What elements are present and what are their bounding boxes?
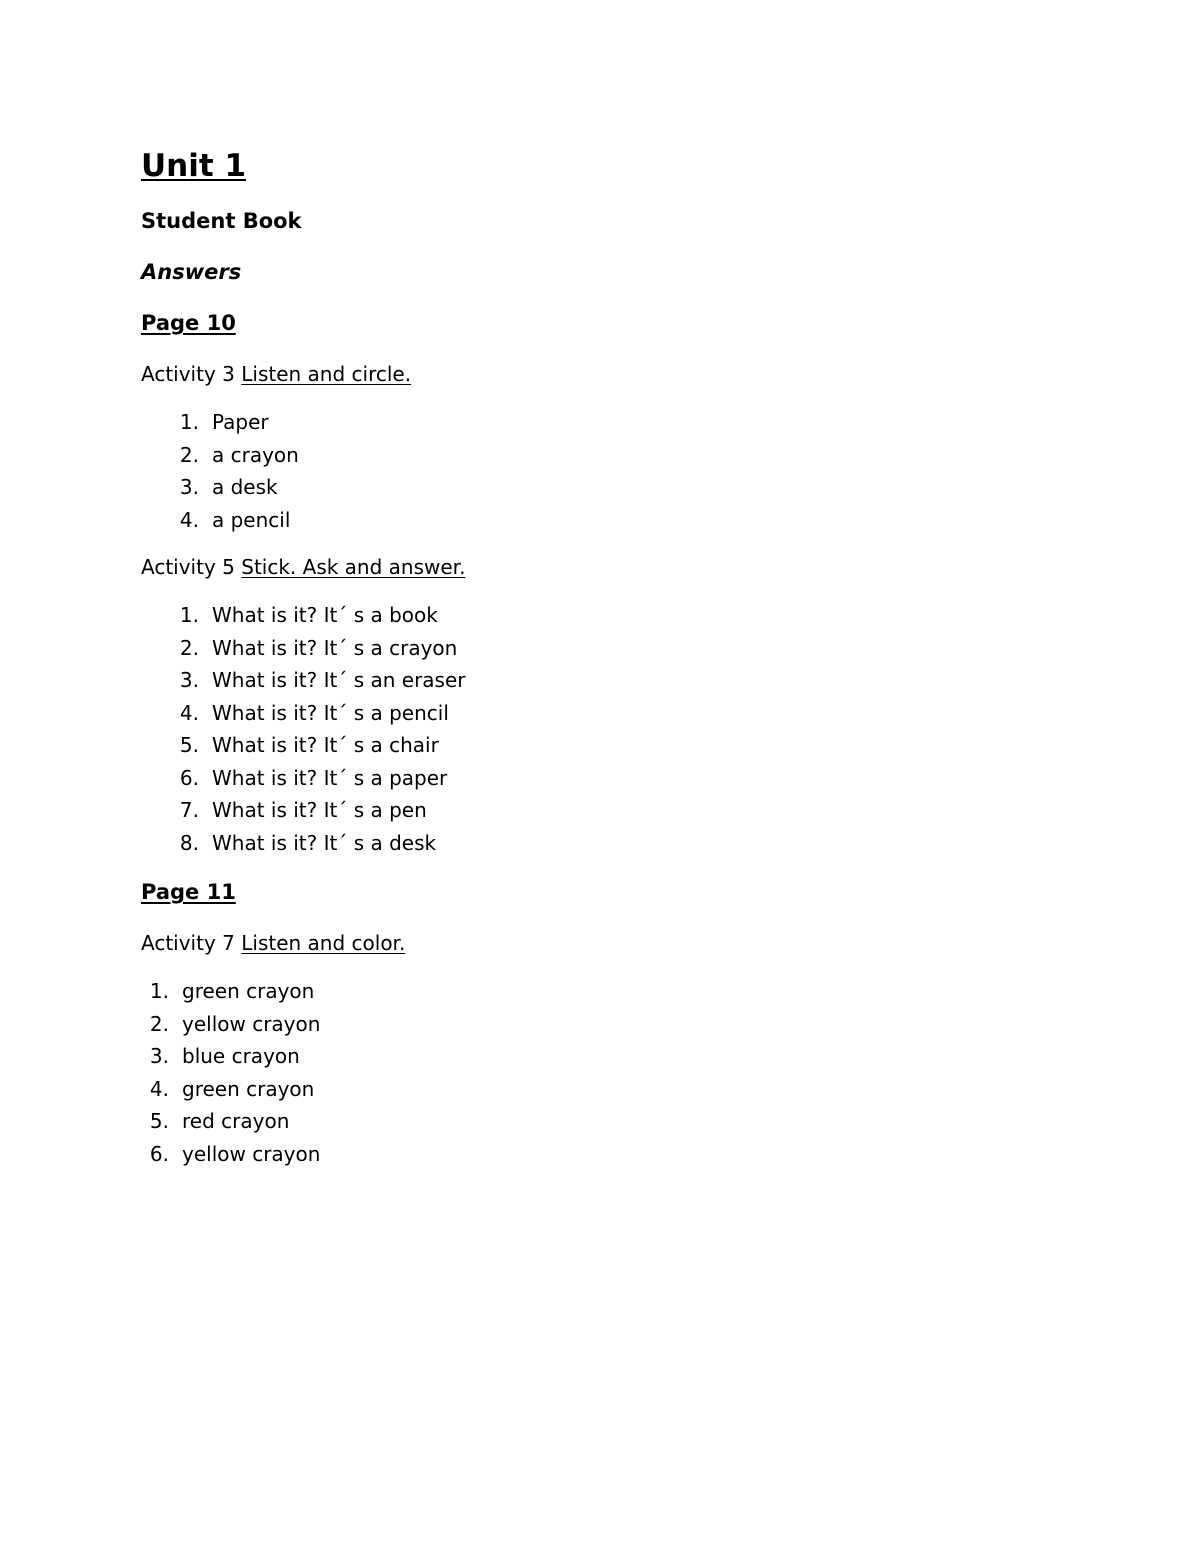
item-text: What is it? It´ s a pen [212, 798, 427, 822]
item-text: What is it? It´ s a desk [212, 830, 437, 855]
item-text: a pencil [212, 507, 291, 532]
item-number: 6. [179, 765, 199, 790]
item-number: 3. [179, 475, 199, 499]
activity-7-instruction: Listen and color. [241, 931, 406, 955]
activity-3-heading [141, 360, 411, 388]
page-10-heading: Page 10 [141, 311, 236, 335]
item-number: 6. [149, 1141, 169, 1166]
item-text: What is it? It´ s a book [212, 603, 438, 627]
item-text: Paper [212, 410, 269, 434]
item-number: 8. [179, 830, 199, 855]
item-number: 3. [179, 668, 199, 692]
item-number: 1. [179, 410, 199, 434]
item-number: 2. [179, 442, 199, 467]
item-number: 1. [149, 979, 169, 1003]
item-number: 5. [149, 1109, 169, 1133]
unit-title: Unit 1 [141, 148, 247, 184]
item-text: yellow crayon [182, 1141, 321, 1166]
page-11-heading: Page 11 [141, 880, 236, 904]
item-text: green crayon [182, 1076, 315, 1101]
item-text: What is it? It´ s an eraser [212, 668, 466, 692]
item-text: What is it? It´ s a chair [212, 733, 439, 757]
item-number: 2. [179, 635, 199, 660]
item-text: a crayon [212, 442, 299, 467]
answers-heading: Answers [141, 260, 242, 284]
activity-5-heading [141, 553, 465, 581]
item-number: 7. [179, 798, 199, 822]
item-number: 2. [149, 1011, 169, 1036]
student-book-heading: Student Book [141, 209, 302, 233]
item-number: 4. [179, 507, 199, 532]
item-text: green crayon [182, 979, 315, 1003]
item-number: 5. [179, 733, 199, 757]
activity-3-instruction: Listen and circle. [241, 362, 412, 386]
activity-5-instruction: Stick. Ask and answer. [241, 555, 466, 579]
item-text: a desk [212, 475, 278, 499]
item-number: 4. [179, 700, 199, 725]
item-text: What is it? It´ s a pencil [212, 700, 449, 725]
item-text: blue crayon [182, 1044, 300, 1068]
activity-7-heading [141, 929, 405, 957]
item-text: yellow crayon [182, 1011, 321, 1036]
activity-5-label: Activity 5 [141, 555, 235, 579]
item-text: red crayon [182, 1109, 290, 1133]
item-number: 1. [179, 603, 199, 627]
activity-3-label: Activity 3 [141, 362, 235, 386]
item-text: What is it? It´ s a paper [212, 765, 448, 790]
item-text: What is it? It´ s a crayon [212, 635, 458, 660]
item-number: 4. [149, 1076, 169, 1101]
activity-7-label: Activity 7 [141, 931, 235, 955]
item-number: 3. [149, 1044, 169, 1068]
